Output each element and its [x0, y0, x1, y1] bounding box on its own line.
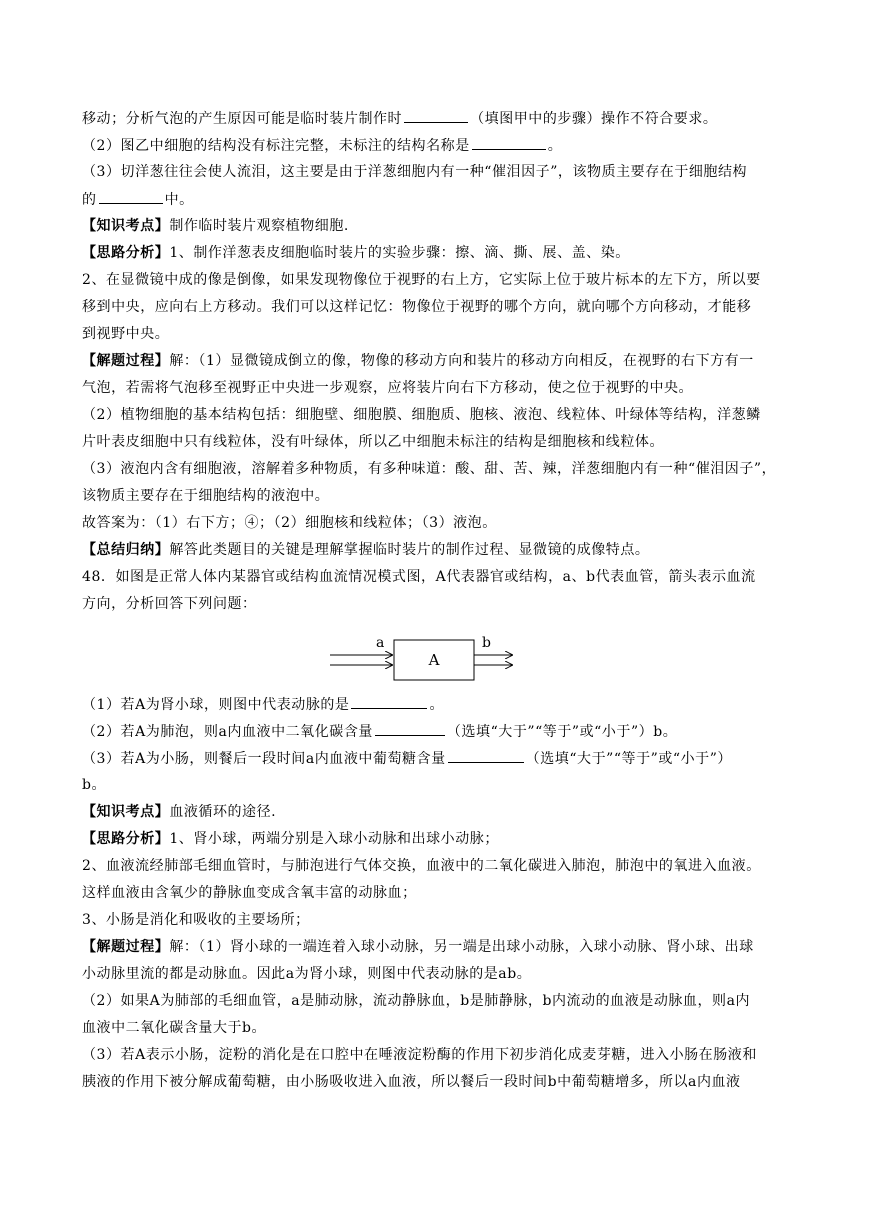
- answer-blank[interactable]: [375, 721, 445, 736]
- text: （2）图乙中细胞的结构没有标注完整，未标注的结构名称是: [82, 138, 470, 154]
- q48-analysis-1: [82, 829, 499, 849]
- section-tag: 【解题过程】: [82, 939, 170, 955]
- text: 。: [429, 697, 445, 713]
- answer-line: 故答案为：（1）右下方；④；（2）细胞核和线粒体；（3）液泡。: [82, 515, 497, 531]
- section-tag: 【知识考点】: [82, 218, 170, 234]
- q48-stem-2: 方向，分析回答下列问题：: [82, 596, 257, 612]
- q47-line-4: [82, 189, 194, 210]
- text: （3）若A为小肠，则餐后一段时间a内血液中葡萄糖含量: [82, 751, 446, 767]
- section-tag: 【解题过程】: [82, 353, 170, 369]
- solution-line-6: 该物质主要存在于细胞结构的液泡中。: [82, 488, 330, 504]
- q48-analysis-4: 3、小肠是消化和吸收的主要场所；: [82, 912, 310, 928]
- q48-solution-1: [82, 937, 754, 957]
- analysis-line-1: [82, 243, 630, 263]
- analysis-line-3: 移到中央，应向右上方移动。我们可以这样记忆：物像位于视野的哪个方向，就向哪个方向移动，才能移: [82, 299, 752, 315]
- summary-line: [82, 540, 649, 560]
- text: 中。: [164, 192, 194, 208]
- text: （选填“大于”“等于”或“小于”）: [525, 751, 732, 767]
- solution-line-5: （3）液泡内含有细胞液，溶解着多种物质，有多种味道：酸、甜、苦、辣，洋葱细胞内有一种“催泪因子”，: [82, 461, 777, 477]
- text: 解：（1）显微镜成倒立的像，物像的移动方向和装片的移动方向相反，在视野的右下方有一: [169, 353, 754, 369]
- answer-blank[interactable]: [448, 748, 524, 763]
- q47-line-3: （3）切洋葱往往会使人流泪，这主要是由于洋葱细胞内有一种“催泪因子”，该物质主要存在于细胞结构: [82, 164, 748, 180]
- q48-analysis-3: 这样血液由含氧少的静脉血变成含氧丰富的动脉血；: [82, 885, 417, 901]
- section-tag: 【知识考点】: [82, 804, 170, 820]
- vessel-a-label: a: [376, 635, 385, 651]
- text: 移动；分析气泡的产生原因可能是临时装片制作时: [82, 111, 403, 127]
- solution-line-3: （2）植物细胞的基本结构包括：细胞壁、细胞膜、细胞质、胞核、液泡、线粒体、叶绿体等结构，洋葱鳞: [82, 407, 761, 423]
- blood-flow-diagram: [326, 630, 516, 686]
- q48-solution-4: 血液中二氧化碳含量大于b。: [82, 1020, 267, 1036]
- section-tag: 【思路分析】: [82, 831, 170, 847]
- q47-line-2: [82, 135, 562, 156]
- text: 1、制作洋葱表皮细胞临时装片的实验步骤：擦、滴、撕、展、盖、染。: [169, 245, 630, 261]
- q48-solution-6: 胰液的作用下被分解成葡萄糖，由小肠吸收进入血液，所以餐后一段时间b中葡萄糖增多，所以a内血液: [82, 1074, 741, 1090]
- q48-part-2: [82, 721, 677, 742]
- knowledge-point: [82, 216, 349, 236]
- analysis-line-4: 到视野中央。: [82, 326, 170, 342]
- answer-blank[interactable]: [351, 694, 427, 709]
- q47-line-1: [82, 108, 717, 129]
- text: 解答此类题目的关键是理解掌握临时装片的制作过程、显微镜的成像特点。: [169, 542, 650, 558]
- section-tag: 【总结归纳】: [82, 542, 170, 558]
- q48-analysis-2: 2、血液流经肺部毛细血管时，与肺泡进行气体交换，血液中的二氧化碳进入肺泡，肺泡中的氧进入血液。: [82, 858, 761, 874]
- answer-blank[interactable]: [99, 189, 163, 204]
- answer-blank[interactable]: [472, 135, 546, 150]
- text: （1）若A为肾小球，则图中代表动脉的是: [82, 697, 350, 713]
- organ-label: A: [428, 651, 440, 669]
- text: 血液循环的途径.: [169, 804, 277, 820]
- text: 的: [82, 192, 97, 208]
- q48-solution-2: 小动脉里流的都是动脉血。因此a为肾小球，则图中代表动脉的是ab。: [82, 966, 532, 982]
- q48-part-1: [82, 694, 444, 715]
- vessel-b-label: b: [482, 635, 491, 651]
- solution-line-2: 气泡，若需将气泡移至视野正中央进一步观察，应将装片向右下方移动，使之位于视野的中央。: [82, 380, 694, 396]
- text: （2）若A为肺泡，则a内血液中二氧化碳含量: [82, 724, 373, 740]
- q48-knowledge-point: [82, 802, 276, 822]
- text: （选填“大于”“等于”或“小于”）b。: [446, 724, 678, 740]
- answer-blank[interactable]: [404, 108, 468, 123]
- text: 制作临时装片观察植物细胞.: [169, 218, 349, 234]
- text: （填图甲中的步骤）操作不符合要求。: [470, 111, 718, 127]
- q48-stem-1: 48．如图是正常人体内某器官或结构血流情况模式图，A代表器官或结构，a、b代表血管，箭头表示血流: [82, 569, 756, 585]
- solution-line-1: [82, 351, 754, 371]
- text: 解：（1）肾小球的一端连着入球小动脉，另一端是出球小动脉，入球小动脉、肾小球、出球: [169, 939, 754, 955]
- section-tag: 【思路分析】: [82, 245, 170, 261]
- text: 1、肾小球，两端分别是入球小动脉和出球小动脉；: [169, 831, 499, 847]
- solution-line-4: 片叶表皮细胞中只有线粒体，没有叶绿体，所以乙中细胞未标注的结构是细胞核和线粒体。: [82, 434, 664, 450]
- q48-part-3-cont: b。: [82, 777, 107, 793]
- analysis-line-2: 2、在显微镜中成的像是倒像，如果发现物像位于视野的右上方，它实际上位于玻片标本的左下方，所以要: [82, 272, 761, 288]
- q48-solution-3: （2）如果A为肺部的毛细血管，a是肺动脉，流动静脉血，b是肺静脉，b内流动的血液是动脉血，则a内: [82, 993, 751, 1009]
- q48-part-3: [82, 748, 732, 769]
- text: 。: [547, 138, 563, 154]
- q48-solution-5: （3）若A表示小肠，淀粉的消化是在口腔中在唾液淀粉酶的作用下初步消化成麦芽糖，进入小肠在肠液和: [82, 1047, 757, 1063]
